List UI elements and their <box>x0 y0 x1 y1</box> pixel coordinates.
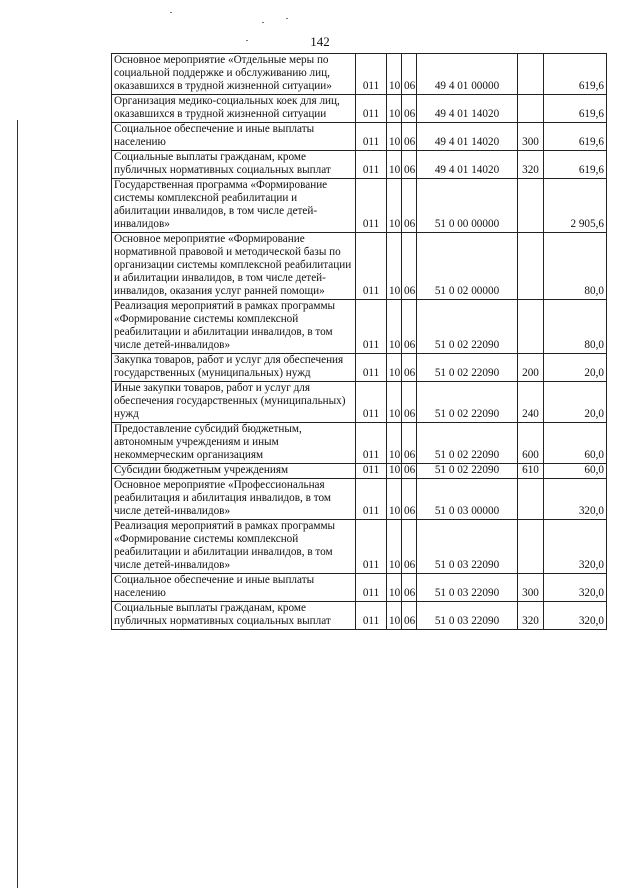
amount-cell: 320,0 <box>544 479 607 520</box>
section-code-cell: 10 <box>387 479 402 520</box>
item-name-cell: Основное мероприятие «Отдельные меры по социальной поддержке и обслуживанию лиц, оказавшихся в трудной жизненной ситуации» <box>112 54 356 95</box>
target-article-cell: 51 0 03 00000 <box>417 479 518 520</box>
item-name-cell: Социальные выплаты гражданам, кроме публичных нормативных социальных выплат <box>112 151 356 179</box>
item-name-cell: Иные закупки товаров, работ и услуг для обеспечения государственных (муниципальных) нужд <box>112 382 356 423</box>
section-code-cell: 10 <box>387 151 402 179</box>
target-article-cell: 49 4 01 00000 <box>417 54 518 95</box>
target-article-cell: 51 0 03 22090 <box>417 602 518 630</box>
ved-code-cell: 011 <box>356 151 387 179</box>
scan-speck <box>170 12 172 13</box>
subsection-code-cell: 06 <box>402 95 417 123</box>
item-name-cell: Реализация мероприятий в рамках программы «Формирование системы комплексной реабилитации и абилитации инвалидов, в том числе детей-инвалидов» <box>112 300 356 354</box>
item-name-cell: Субсидии бюджетным учреждениям <box>112 464 356 479</box>
subsection-code-cell: 06 <box>402 179 417 233</box>
subsection-code-cell: 06 <box>402 233 417 300</box>
amount-cell: 619,6 <box>544 123 607 151</box>
subsection-code-cell: 06 <box>402 382 417 423</box>
expense-type-cell: 200 <box>518 354 544 382</box>
section-code-cell: 10 <box>387 123 402 151</box>
section-code-cell: 10 <box>387 382 402 423</box>
amount-cell: 320,0 <box>544 602 607 630</box>
expense-type-cell: 600 <box>518 423 544 464</box>
expense-type-cell <box>518 479 544 520</box>
section-code-cell: 10 <box>387 54 402 95</box>
section-code-cell: 10 <box>387 95 402 123</box>
target-article-cell: 49 4 01 14020 <box>417 95 518 123</box>
item-name-cell: Организация медико-социальных коек для лиц, оказавшихся в трудной жизненной ситуации <box>112 95 356 123</box>
subsection-code-cell: 06 <box>402 423 417 464</box>
section-code-cell: 10 <box>387 354 402 382</box>
subsection-code-cell: 06 <box>402 54 417 95</box>
amount-cell: 619,6 <box>544 95 607 123</box>
subsection-code-cell: 06 <box>402 464 417 479</box>
ved-code-cell: 011 <box>356 95 387 123</box>
expense-type-cell: 610 <box>518 464 544 479</box>
subsection-code-cell: 06 <box>402 354 417 382</box>
expense-type-cell: 320 <box>518 602 544 630</box>
target-article-cell: 51 0 02 00000 <box>417 233 518 300</box>
expense-type-cell: 240 <box>518 382 544 423</box>
subsection-code-cell: 06 <box>402 520 417 574</box>
section-code-cell: 10 <box>387 423 402 464</box>
amount-cell: 20,0 <box>544 382 607 423</box>
table-row <box>112 464 607 479</box>
expense-type-cell: 320 <box>518 151 544 179</box>
section-code-cell: 10 <box>387 520 402 574</box>
expense-type-cell: 300 <box>518 574 544 602</box>
expense-type-cell <box>518 300 544 354</box>
expense-type-cell <box>518 95 544 123</box>
budget-table-body <box>112 54 607 630</box>
item-name-cell: Основное мероприятие «Профессиональная реабилитация и абилитация инвалидов, в том числе детей-инвалидов» <box>112 479 356 520</box>
budget-table <box>111 53 607 630</box>
scan-speck <box>262 22 264 23</box>
ved-code-cell: 011 <box>356 520 387 574</box>
expense-type-cell <box>518 233 544 300</box>
table-row <box>112 95 607 123</box>
table-row <box>112 574 607 602</box>
table-row <box>112 423 607 464</box>
table-row <box>112 382 607 423</box>
subsection-code-cell: 06 <box>402 123 417 151</box>
ved-code-cell: 011 <box>356 464 387 479</box>
section-code-cell: 10 <box>387 574 402 602</box>
amount-cell: 619,6 <box>544 151 607 179</box>
target-article-cell: 49 4 01 14020 <box>417 123 518 151</box>
ved-code-cell: 011 <box>356 123 387 151</box>
ved-code-cell: 011 <box>356 54 387 95</box>
scan-speck <box>286 18 288 19</box>
table-row <box>112 233 607 300</box>
amount-cell: 60,0 <box>544 464 607 479</box>
ved-code-cell: 011 <box>356 233 387 300</box>
amount-cell: 2 905,6 <box>544 179 607 233</box>
subsection-code-cell: 06 <box>402 574 417 602</box>
page-edge-line <box>17 120 18 888</box>
table-row <box>112 520 607 574</box>
ved-code-cell: 011 <box>356 179 387 233</box>
amount-cell: 80,0 <box>544 233 607 300</box>
table-row <box>112 179 607 233</box>
section-code-cell: 10 <box>387 233 402 300</box>
table-row <box>112 151 607 179</box>
target-article-cell: 49 4 01 14020 <box>417 151 518 179</box>
amount-cell: 320,0 <box>544 520 607 574</box>
subsection-code-cell: 06 <box>402 151 417 179</box>
expense-type-cell: 300 <box>518 123 544 151</box>
amount-cell: 20,0 <box>544 354 607 382</box>
amount-cell: 320,0 <box>544 574 607 602</box>
subsection-code-cell: 06 <box>402 602 417 630</box>
expense-type-cell <box>518 54 544 95</box>
table-row <box>112 54 607 95</box>
item-name-cell: Социальное обеспечение и иные выплаты населению <box>112 123 356 151</box>
item-name-cell: Закупка товаров, работ и услуг для обеспечения государственных (муниципальных) нужд <box>112 354 356 382</box>
target-article-cell: 51 0 02 22090 <box>417 382 518 423</box>
ved-code-cell: 011 <box>356 300 387 354</box>
table-row <box>112 602 607 630</box>
table-row <box>112 354 607 382</box>
section-code-cell: 10 <box>387 179 402 233</box>
table-row <box>112 479 607 520</box>
item-name-cell: Предоставление субсидий бюджетным, автономным учреждениям и иным некоммерческим организациям <box>112 423 356 464</box>
expense-type-cell <box>518 179 544 233</box>
ved-code-cell: 011 <box>356 602 387 630</box>
subsection-code-cell: 06 <box>402 300 417 354</box>
target-article-cell: 51 0 03 22090 <box>417 520 518 574</box>
target-article-cell: 51 0 02 22090 <box>417 464 518 479</box>
section-code-cell: 10 <box>387 464 402 479</box>
ved-code-cell: 011 <box>356 354 387 382</box>
ved-code-cell: 011 <box>356 479 387 520</box>
ved-code-cell: 011 <box>356 574 387 602</box>
ved-code-cell: 011 <box>356 382 387 423</box>
item-name-cell: Государственная программа «Формирование системы комплексной реабилитации и абилитации инвалидов, в том числе детей-инвалидов» <box>112 179 356 233</box>
target-article-cell: 51 0 02 22090 <box>417 423 518 464</box>
ved-code-cell: 011 <box>356 423 387 464</box>
table-row <box>112 123 607 151</box>
subsection-code-cell: 06 <box>402 479 417 520</box>
expense-type-cell <box>518 520 544 574</box>
item-name-cell: Социальное обеспечение и иные выплаты населению <box>112 574 356 602</box>
section-code-cell: 10 <box>387 300 402 354</box>
amount-cell: 80,0 <box>544 300 607 354</box>
amount-cell: 60,0 <box>544 423 607 464</box>
target-article-cell: 51 0 00 00000 <box>417 179 518 233</box>
target-article-cell: 51 0 02 22090 <box>417 300 518 354</box>
item-name-cell: Основное мероприятие «Формирование нормативной правовой и методической базы по организации системы комплексной реабилитации и абилитации инвалидов, в том числе детей-инвалидов, оказания услуг ранней помощи» <box>112 233 356 300</box>
target-article-cell: 51 0 03 22090 <box>417 574 518 602</box>
amount-cell: 619,6 <box>544 54 607 95</box>
page-number: 142 <box>310 34 330 49</box>
section-code-cell: 10 <box>387 602 402 630</box>
item-name-cell: Реализация мероприятий в рамках программы «Формирование системы комплексной реабилитации и абилитации инвалидов, в том числе детей-инвалидов» <box>112 520 356 574</box>
item-name-cell: Социальные выплаты гражданам, кроме публичных нормативных социальных выплат <box>112 602 356 630</box>
table-row <box>112 300 607 354</box>
target-article-cell: 51 0 02 22090 <box>417 354 518 382</box>
